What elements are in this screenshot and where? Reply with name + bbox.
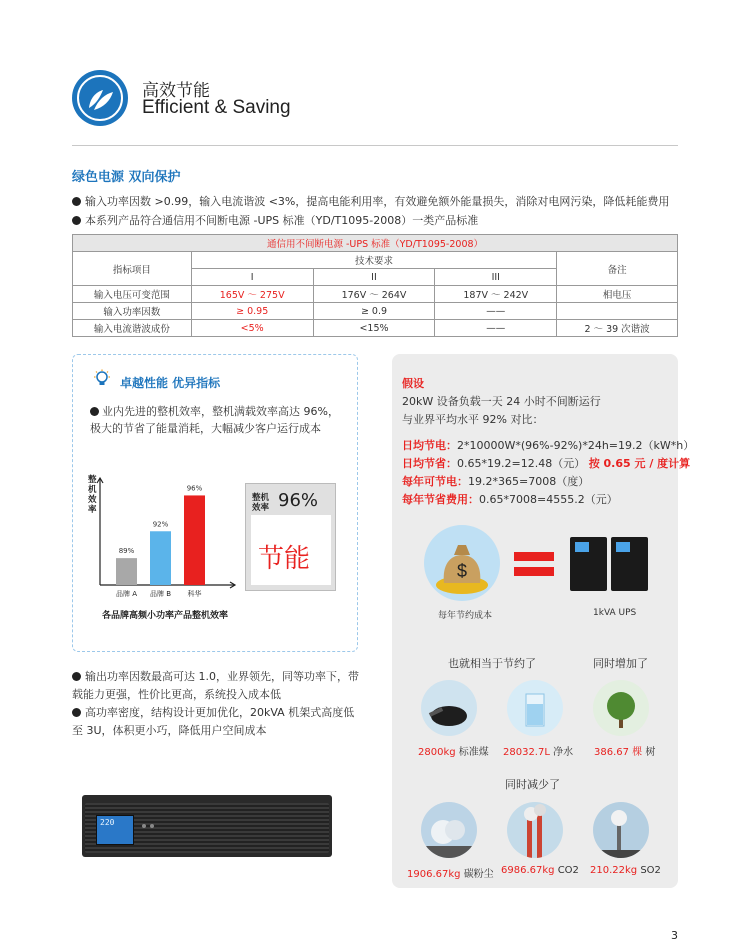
equals-icon (514, 552, 554, 561)
rack-ups-image (82, 795, 332, 857)
table-cell: ≥ 0.95 (191, 303, 313, 320)
dust-smoke-icon (421, 802, 477, 858)
box-text: 极大的节省了能量消耗，大幅减少客户运行成本 (90, 422, 321, 435)
data-label: 92% (152, 520, 169, 529)
co2-smokestack-icon (507, 802, 563, 858)
table-cell: 165V ～ 275V (191, 286, 313, 303)
efficiency-bar-chart (85, 470, 245, 625)
lcd-display: 220 (96, 815, 134, 845)
chart-caption: 各品牌高频小功率产品整机效率 (102, 611, 229, 621)
dust-stat: 1906.67kg 碳粉尘 (407, 869, 494, 880)
reduce-label: 同时减少了 (505, 778, 560, 791)
money-bag-icon (424, 525, 500, 601)
table-header-remark: 备注 (557, 252, 678, 286)
section-subtitle: 绿色电源 双向保护 (72, 170, 181, 185)
tree-stat: 386.67 棵 树 (594, 747, 656, 758)
coal-stat: 2800kg 标准煤 (418, 747, 489, 758)
x-tick-label: 科华 (187, 590, 202, 598)
bullet-dot-icon (90, 407, 99, 416)
water-stat: 28032.7L 净水 (503, 747, 574, 758)
so2-stat: 210.22kg SO2 (590, 865, 661, 876)
bullet-item: 输入功率因数 >0.99，输入电流谐波 <3%，提高电能利用率，有效避免额外能量损失，消除对电网污染，降低耗能费用 (72, 193, 669, 209)
table-cell: 输入电压可变范围 (73, 286, 192, 303)
ups-caption: 1kVA UPS (593, 608, 637, 618)
co2-stat: 6986.67kg CO2 (501, 865, 579, 876)
table-cell (557, 303, 678, 320)
chart-bar (150, 531, 171, 585)
calc-line: 日均节电：2*10000W*(96%-92%)*24h=19.2（kW*h） (402, 439, 695, 452)
page-title-en: Efficient & Saving (142, 97, 291, 118)
tree-icon (593, 680, 649, 736)
table-cell: 输入功率因数 (73, 303, 192, 320)
bullet-text: 载能力更强，性价比更高，系统投入成本低 (72, 688, 281, 701)
card-value: 96% (278, 490, 319, 511)
water-glass-icon (507, 680, 563, 736)
assume-label: 假设 (402, 377, 424, 390)
page-number: 3 (671, 929, 678, 942)
box-text: 业内先进的整机效率，整机满载效率高达 96%， (90, 403, 339, 419)
increase-label: 同时增加了 (593, 657, 648, 670)
assume-text: 20kW 设备负载一天 24 小时不间断运行 (402, 395, 601, 408)
table-cell: 187V ～ 242V (435, 286, 557, 303)
chart-bar (184, 495, 205, 585)
card-big-text: 节能 (258, 544, 311, 574)
table-header-item: 指标项目 (73, 252, 192, 286)
calc-line: 每年可节电：19.2*365=7008（度） (402, 475, 590, 488)
table-cell: 相电压 (557, 286, 678, 303)
table-cell: <5% (191, 320, 313, 337)
bullet-dot-icon (72, 197, 81, 206)
leaf-logo-icon (72, 70, 128, 126)
bullet-dot-icon (72, 216, 81, 225)
ups-tower-icon (570, 537, 607, 591)
page-title-cn: 高效节能 (142, 81, 210, 101)
table-cell: ≥ 0.9 (313, 303, 435, 320)
table-header-level: II (313, 269, 435, 286)
x-tick-label: 品牌 A (115, 590, 138, 598)
table-row (73, 320, 678, 337)
bullet-dot-icon (72, 708, 81, 717)
equiv-label: 也就相当于节约了 (448, 657, 536, 670)
bullet-item: 本系列产品符合通信用不间断电源 -UPS 标准（YD/T1095-2008）一类产品标准 (72, 212, 478, 228)
calc-line: 日均节省：0.65*19.2=12.48（元） 按 0.65 元 / 度计算 (402, 457, 691, 470)
table-header-tech: 技术要求 (191, 252, 556, 269)
card-label: 整机 效率 (252, 493, 270, 513)
coal-icon (421, 680, 477, 736)
box-title: 卓越性能 优异指标 (120, 376, 221, 390)
table-cell: <15% (313, 320, 435, 337)
table-row (73, 286, 678, 303)
assume-text: 与业界平均水平 92% 对比： (402, 413, 544, 426)
money-caption: 每年节约成本 (438, 611, 493, 621)
efficiency-card (245, 483, 336, 591)
svg-text:$: $ (456, 561, 468, 581)
bullet-item: 输出功率因数最高可达 1.0，业界领先，同等功率下，带 (72, 668, 359, 684)
bullet-text: 至 3U，体积更小巧，降低用户空间成本 (72, 724, 267, 737)
calc-line: 每年节省费用：0.65*7008=4555.2（元） (402, 493, 618, 506)
data-label: 96% (186, 484, 203, 493)
x-tick-label: 品牌 B (149, 590, 172, 598)
y-axis-label: 整机效率 (88, 475, 97, 515)
table-header-level: III (435, 269, 557, 286)
divider (72, 145, 678, 146)
data-label: 89% (118, 547, 135, 556)
table-cell: 176V ～ 264V (313, 286, 435, 303)
table-row (73, 303, 678, 320)
table-cell: 输入电流谐波成份 (73, 320, 192, 337)
table-caption: 通信用不间断电源 -UPS 标准（YD/T1095-2008） (73, 235, 678, 252)
spec-table (72, 234, 678, 337)
so2-factory-icon (593, 802, 649, 858)
table-header-level: I (191, 269, 313, 286)
bullet-dot-icon (72, 672, 81, 681)
lightbulb-icon (92, 369, 112, 389)
ups-tower-icon (611, 537, 648, 591)
table-cell: —— (435, 320, 557, 337)
chart-bar (116, 558, 137, 585)
bullet-item: 高功率密度，结构设计更加优化，20kVA 机架式高度低 (72, 704, 354, 720)
table-cell: —— (435, 303, 557, 320)
table-cell: 2 ～ 39 次谐波 (557, 320, 678, 337)
